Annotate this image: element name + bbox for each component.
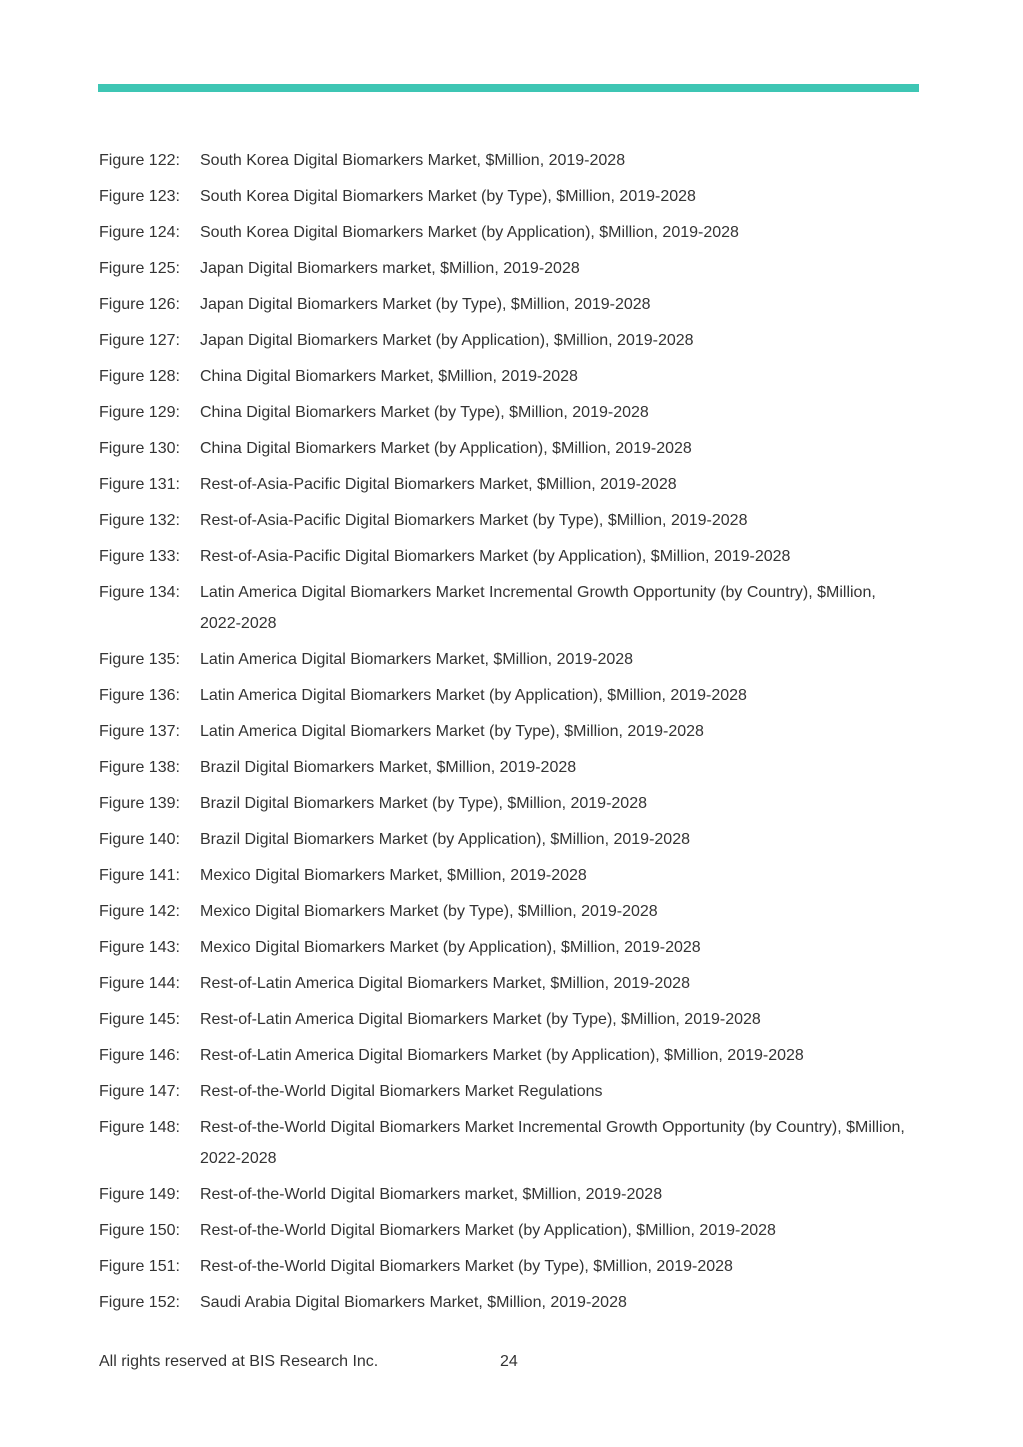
figure-number: Figure 134: [99, 584, 180, 601]
figure-entry [99, 1040, 909, 1076]
figure-entry [99, 289, 909, 325]
figure-number: Figure 149: [99, 1186, 180, 1203]
figure-entry [99, 1251, 909, 1287]
figure-number: Figure 152: [99, 1294, 180, 1311]
figure-entry [99, 860, 909, 896]
figure-entry [99, 505, 909, 541]
figure-title: Saudi Arabia Digital Biomarkers Market, $Million, 2019-2028 [200, 1294, 627, 1311]
figure-entry [99, 541, 909, 577]
figure-title: Japan Digital Biomarkers Market (by Type), $Million, 2019-2028 [200, 296, 651, 313]
figure-entry [99, 469, 909, 505]
figure-entry [99, 145, 909, 181]
figure-entry [99, 1076, 909, 1112]
figure-entry [99, 397, 909, 433]
figure-number: Figure 135: [99, 651, 180, 668]
figure-title: South Korea Digital Biomarkers Market (by Application), $Million, 2019-2028 [200, 224, 739, 241]
figure-number: Figure 142: [99, 903, 180, 920]
figure-entry [99, 896, 909, 932]
figure-number: Figure 137: [99, 723, 180, 740]
figure-title: South Korea Digital Biomarkers Market, $Million, 2019-2028 [200, 152, 626, 169]
figure-entry [99, 716, 909, 752]
figure-number: Figure 145: [99, 1011, 180, 1028]
figure-entry [99, 1287, 909, 1323]
figure-title: Mexico Digital Biomarkers Market (by Type), $Million, 2019-2028 [200, 903, 658, 920]
figure-number: Figure 130: [99, 440, 180, 457]
figure-title: Latin America Digital Biomarkers Market, $Million, 2019-2028 [200, 651, 634, 668]
figure-title: Brazil Digital Biomarkers Market (by Application), $Million, 2019-2028 [200, 831, 690, 848]
figure-title: Latin America Digital Biomarkers Market Incremental Growth Opportunity (by Country), $Million, 2022-2028 [200, 584, 876, 632]
figure-title: Rest-of-the-World Digital Biomarkers market, $Million, 2019-2028 [200, 1186, 663, 1203]
figure-title: Rest-of-the-World Digital Biomarkers Market Incremental Growth Opportunity (by Country), $Million, 2022-2028 [200, 1119, 905, 1167]
figure-entry [99, 1179, 909, 1215]
figure-entry [99, 1004, 909, 1040]
figure-title: Rest-of-Asia-Pacific Digital Biomarkers Market (by Application), $Million, 2019-2028 [200, 548, 791, 565]
figure-number: Figure 127: [99, 332, 180, 349]
figure-number: Figure 126: [99, 296, 180, 313]
figure-number: Figure 132: [99, 512, 180, 529]
figure-entry [99, 181, 909, 217]
figure-entry [99, 1215, 909, 1251]
figure-title: Rest-of-Latin America Digital Biomarkers Market (by Application), $Million, 2019-2028 [200, 1047, 804, 1064]
figure-title: China Digital Biomarkers Market, $Million, 2019-2028 [200, 368, 578, 385]
figure-number: Figure 151: [99, 1258, 180, 1275]
figure-entry [99, 361, 909, 397]
figure-title: Brazil Digital Biomarkers Market (by Type), $Million, 2019-2028 [200, 795, 647, 812]
footer-copyright: All rights reserved at BIS Research Inc. [99, 1353, 379, 1370]
figure-title: South Korea Digital Biomarkers Market (by Type), $Million, 2019-2028 [200, 188, 696, 205]
figure-title: Japan Digital Biomarkers Market (by Application), $Million, 2019-2028 [200, 332, 694, 349]
figure-title: Mexico Digital Biomarkers Market, $Million, 2019-2028 [200, 867, 587, 884]
figure-number: Figure 147: [99, 1083, 180, 1100]
figure-title: Rest-of-the-World Digital Biomarkers Market (by Type), $Million, 2019-2028 [200, 1258, 733, 1275]
figure-title: Rest-of-Latin America Digital Biomarkers Market, $Million, 2019-2028 [200, 975, 690, 992]
figure-number: Figure 123: [99, 188, 180, 205]
figure-entry [99, 788, 909, 824]
figure-title: Mexico Digital Biomarkers Market (by Application), $Million, 2019-2028 [200, 939, 701, 956]
list-of-figures [99, 145, 909, 1323]
figure-entry [99, 325, 909, 361]
figure-title: Japan Digital Biomarkers market, $Million, 2019-2028 [200, 260, 580, 277]
figure-number: Figure 143: [99, 939, 180, 956]
figure-number: Figure 131: [99, 476, 180, 493]
figure-entry [99, 577, 909, 644]
figure-entry [99, 752, 909, 788]
figure-number: Figure 148: [99, 1119, 180, 1136]
figure-title: Latin America Digital Biomarkers Market (by Application), $Million, 2019-2028 [200, 687, 747, 704]
figure-number: Figure 138: [99, 759, 180, 776]
figure-number: Figure 150: [99, 1222, 180, 1239]
figure-title: Rest-of-the-World Digital Biomarkers Market Regulations [200, 1083, 603, 1100]
figure-number: Figure 128: [99, 368, 180, 385]
figure-number: Figure 144: [99, 975, 180, 992]
figure-number: Figure 129: [99, 404, 180, 421]
figure-title: Rest-of-Asia-Pacific Digital Biomarkers Market, $Million, 2019-2028 [200, 476, 677, 493]
figure-title: China Digital Biomarkers Market (by Application), $Million, 2019-2028 [200, 440, 692, 457]
figure-number: Figure 140: [99, 831, 180, 848]
figure-entry [99, 680, 909, 716]
figure-title: Rest-of-Latin America Digital Biomarkers Market (by Type), $Million, 2019-2028 [200, 1011, 761, 1028]
page-number: 24 [500, 1353, 518, 1370]
figure-number: Figure 125: [99, 260, 180, 277]
figure-title: Latin America Digital Biomarkers Market (by Type), $Million, 2019-2028 [200, 723, 704, 740]
figure-number: Figure 124: [99, 224, 180, 241]
figure-number: Figure 136: [99, 687, 180, 704]
figure-title: Rest-of-the-World Digital Biomarkers Market (by Application), $Million, 2019-2028 [200, 1222, 776, 1239]
figure-entry [99, 968, 909, 1004]
figure-number: Figure 141: [99, 867, 180, 884]
figure-number: Figure 139: [99, 795, 180, 812]
figure-entry [99, 824, 909, 860]
header-accent-rule [98, 84, 919, 92]
figure-title: Rest-of-Asia-Pacific Digital Biomarkers Market (by Type), $Million, 2019-2028 [200, 512, 748, 529]
figure-title: Brazil Digital Biomarkers Market, $Million, 2019-2028 [200, 759, 577, 776]
figure-number: Figure 146: [99, 1047, 180, 1064]
figure-entry [99, 644, 909, 680]
figure-title: China Digital Biomarkers Market (by Type), $Million, 2019-2028 [200, 404, 649, 421]
figure-number: Figure 133: [99, 548, 180, 565]
figure-entry [99, 217, 909, 253]
figure-entry [99, 1112, 909, 1179]
figure-entry [99, 253, 909, 289]
figure-entry [99, 433, 909, 469]
figure-entry [99, 932, 909, 968]
figure-number: Figure 122: [99, 152, 180, 169]
